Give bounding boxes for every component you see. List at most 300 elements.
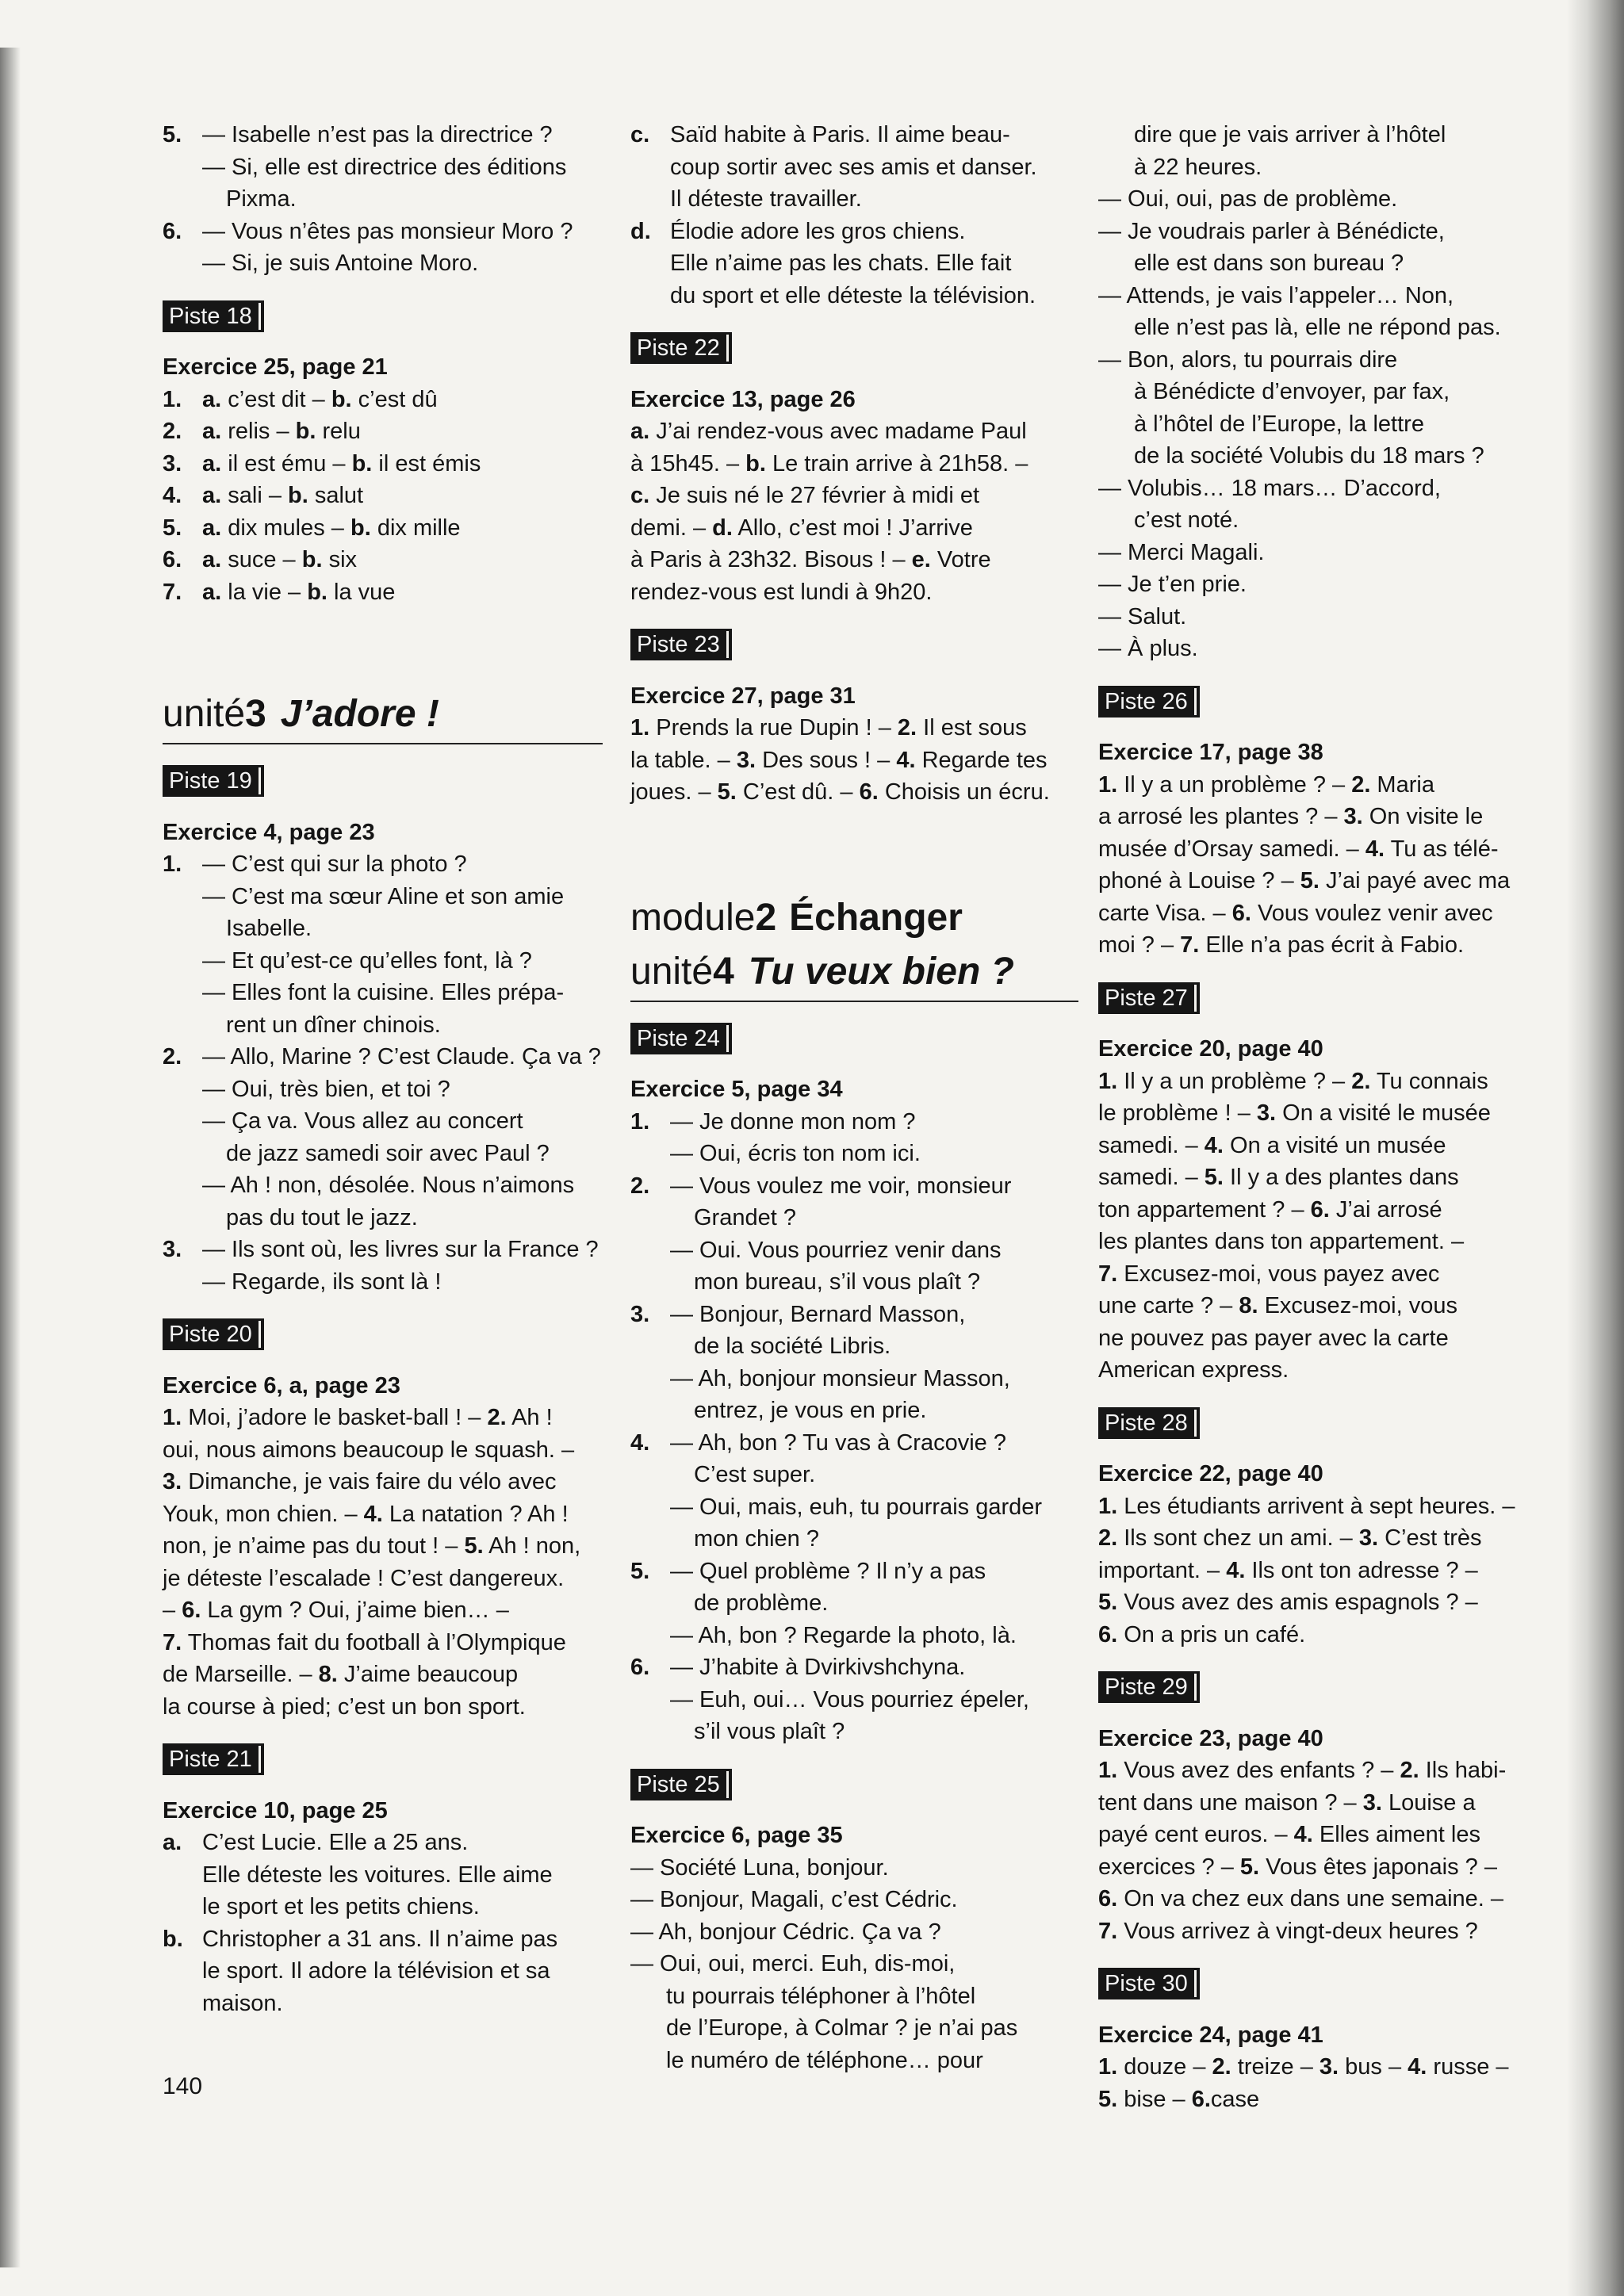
text-segment: Maria: [1370, 771, 1434, 798]
text-segment: non, je n’aime pas du tout ! –: [163, 1533, 465, 1559]
option-b-text: salut: [308, 483, 364, 508]
text-segment: demi. –: [630, 515, 713, 541]
text-segment: Tu as télé-: [1385, 836, 1499, 862]
exercise-27-title: Exercice 27, page 31: [630, 683, 856, 709]
text-segment: Il y a des plantes dans: [1223, 1165, 1459, 1190]
dialog-text: — Si, elle est directrice des éditions: [202, 154, 567, 180]
dialog-text: à Bénédicte d’envoyer, par fax,: [1134, 379, 1450, 404]
item-number: 3.: [163, 1469, 182, 1494]
text-segment: du sport et elle déteste la télévision.: [670, 282, 1036, 308]
dialog-text: entrez, je vous en prie.: [694, 1398, 927, 1423]
list-item: [163, 415, 603, 448]
piste-18-badge: Piste 18: [163, 300, 264, 332]
text-segment: –: [163, 1598, 182, 1623]
item-number: 3.: [736, 747, 756, 773]
item-letter: c.: [630, 122, 650, 147]
item-number: 2.: [1098, 1525, 1118, 1551]
text-line: [163, 1530, 603, 1563]
exercise-17-text: [1098, 769, 1554, 962]
text-segment: La gym ? Oui, j’aime bien… –: [201, 1598, 509, 1623]
dialog-line: [1098, 280, 1554, 312]
option-a-marker: a.: [202, 483, 222, 508]
dialog-text: — Attends, je vais l’appeler… Non,: [1098, 282, 1454, 308]
option-b-marker: b.: [331, 386, 352, 412]
text-segment: le sport. Il adore la télévision et sa: [202, 1958, 550, 1984]
dialog-line: [163, 1041, 603, 1073]
list-item: [163, 384, 603, 416]
exercise-13-text: [630, 415, 1078, 608]
option-a-marker: a.: [202, 515, 222, 541]
dialog-line: [163, 119, 603, 151]
dialog-line: [630, 1587, 1078, 1620]
list-item: [163, 480, 603, 512]
unite-title: Tu veux bien ?: [748, 950, 1014, 993]
text-segment: de Marseille. –: [163, 1662, 319, 1687]
item-number: 1.: [1098, 2054, 1118, 2080]
text-segment: à Paris à 23h32. Bisous ! –: [630, 547, 912, 572]
dialog-line: [630, 1980, 1078, 2013]
text-segment: Il déteste travailler.: [670, 186, 862, 212]
option-a-marker: a.: [202, 450, 222, 476]
dialog-line: [163, 1009, 603, 1042]
text-line: [163, 1498, 603, 1531]
dialog-text: — C’est qui sur la photo ?: [202, 851, 467, 877]
exercise-10-continued: [630, 119, 1078, 312]
text-line: [630, 415, 1078, 448]
item-number: 6.: [630, 1655, 650, 1680]
item-number: 1.: [630, 715, 650, 740]
text-segment: Ils ont ton adresse ? –: [1245, 1557, 1478, 1583]
dialog-line: [1098, 151, 1554, 184]
item-number: 5.: [1300, 868, 1320, 894]
option-a-text: la vie –: [221, 579, 308, 605]
item-number: 3.: [1343, 804, 1363, 829]
dialog-line: [630, 1684, 1078, 1716]
text-line: [630, 776, 1078, 809]
text-line: [630, 712, 1078, 744]
dialog-line: [1098, 312, 1554, 344]
piste-29-badge: Piste 29: [1098, 1671, 1200, 1703]
dialog-text: — Merci Magali.: [1098, 539, 1265, 565]
text-segment: On a visité le musée: [1276, 1100, 1491, 1126]
text-segment: moi ? –: [1098, 932, 1181, 958]
text-segment: Vous voulez venir avec: [1251, 900, 1493, 926]
item-number: 1.: [163, 1405, 182, 1430]
text-segment: J’ai rendez-vous avec madame Paul: [649, 419, 1027, 444]
exercise-25-title: Exercice 25, page 21: [163, 354, 388, 380]
item-number: 3.: [1319, 2054, 1339, 2080]
text-segment: important. –: [1098, 1557, 1227, 1583]
item-number: 6.: [1231, 900, 1251, 926]
exercise-5-dialog: [630, 1106, 1078, 1748]
text-segment: coup sortir avec ses amis et danser.: [670, 154, 1037, 180]
dialog-text: — À plus.: [1098, 636, 1198, 661]
text-line: [163, 1955, 603, 1988]
item-number: 4.: [363, 1501, 383, 1527]
text-segment: tent dans une maison ? –: [1098, 1789, 1363, 1816]
dialog-line: [163, 1266, 603, 1299]
text-line: [163, 1659, 603, 1691]
text-segment: Moi, j’adore le basket-ball ! –: [182, 1405, 488, 1430]
option-a-text: suce –: [221, 547, 302, 572]
item-number: 7.: [1180, 932, 1200, 958]
text-segment: carte Visa. –: [1098, 900, 1232, 926]
dialog-line: [630, 1651, 1078, 1684]
dialog-text: elle est dans son bureau ?: [1134, 251, 1404, 276]
item-number: 1.: [1098, 771, 1118, 798]
text-line: [1098, 1226, 1554, 1258]
item-number: 7.: [1098, 1261, 1118, 1287]
dialog-line: [1098, 408, 1554, 441]
dialog-line: [630, 1202, 1078, 1234]
text-segment: Elles aiment les: [1312, 1822, 1480, 1847]
dialog-line: [630, 1330, 1078, 1363]
option-a-text: dix mules –: [221, 515, 350, 541]
text-line: [163, 1988, 603, 2020]
unite-label: unité: [163, 693, 246, 735]
dialog-text: — Bon, alors, tu pourrais dire: [1098, 346, 1398, 373]
dialog-line: [163, 247, 603, 280]
text-segment: Elle déteste les voitures. Elle aime: [202, 1862, 553, 1888]
option-a-marker: a.: [202, 386, 222, 412]
item-number: 5.: [1098, 2086, 1118, 2112]
item-letter: d.: [630, 218, 651, 244]
text-segment: bus –: [1339, 2054, 1408, 2080]
text-segment: maison.: [202, 1990, 283, 2016]
text-line: [1098, 2084, 1554, 2116]
text-segment: Thomas fait du football à l’Olympique: [182, 1629, 566, 1655]
item-number: 5.: [717, 779, 737, 805]
dialog-line: [630, 1363, 1078, 1395]
item-number: 3.: [1358, 1525, 1379, 1551]
text-segment: American express.: [1098, 1357, 1289, 1383]
item-number: 2.: [1400, 1758, 1419, 1783]
text-line: [1098, 1555, 1554, 1587]
item-number: b.: [745, 450, 766, 476]
item-letter: b.: [163, 1926, 183, 1952]
piste-26-badge: Piste 26: [1098, 686, 1200, 718]
text-segment: Votre: [930, 547, 991, 572]
text-segment: je déteste l’escalade ! C’est dangereux.: [163, 1565, 565, 1591]
text-segment: à 15h45. –: [630, 450, 746, 476]
dialog-text: — Oui, oui, merci. Euh, dis-moi,: [630, 1951, 956, 1976]
text-segment: rendez-vous est lundi à 9h20.: [630, 579, 933, 605]
text-segment: Je suis né le 27 février à midi et: [649, 483, 980, 508]
dialog-continued: [1098, 119, 1554, 665]
text-segment: La natation ? Ah !: [382, 1501, 569, 1527]
exercise-24-text: [1098, 2051, 1554, 2115]
text-line: [630, 744, 1078, 777]
text-segment: Allo, c’est moi ! J’arrive: [732, 515, 973, 541]
dialog-line: [163, 1169, 603, 1202]
text-segment: Louise a: [1381, 1789, 1476, 1816]
dialog-line: [630, 2012, 1078, 2045]
text-segment: douze –: [1117, 2054, 1212, 2080]
text-line: [163, 1402, 603, 1434]
option-b-text: dix mille: [370, 515, 461, 541]
dialog-line: [1098, 473, 1554, 505]
text-line: [1098, 1258, 1554, 1291]
text-segment: C’est très: [1378, 1525, 1482, 1551]
dialog-text: — Ah, bon ? Tu vas à Cracovie ?: [670, 1429, 1006, 1456]
dialog-line: [630, 1170, 1078, 1203]
dialog-text: — Oui. Vous pourriez venir dans: [670, 1237, 1002, 1263]
exercise-6a-text: [163, 1402, 603, 1723]
item-number: 6.: [163, 218, 182, 244]
piste-28-badge: Piste 28: [1098, 1407, 1200, 1439]
item-number: 4.: [1408, 2054, 1427, 2080]
text-segment: Regarde tes: [915, 747, 1048, 773]
text-segment: Élodie adore les gros chiens.: [670, 218, 966, 244]
text-segment: musée d’Orsay samedi. –: [1098, 836, 1365, 862]
dialog-text: — Je donne mon nom ?: [670, 1108, 916, 1135]
piste-19-badge: Piste 19: [163, 765, 264, 797]
text-segment: Elle n’aime pas les chats. Elle fait: [670, 251, 1012, 276]
item-number: 4.: [896, 747, 916, 773]
dialog-text: — Bonjour, Bernard Masson,: [670, 1301, 966, 1327]
dialog-text: tu pourrais téléphoner à l’hôtel: [666, 1983, 976, 2009]
dialog-text: Pixma.: [226, 186, 297, 212]
column-1: [163, 119, 603, 2019]
exercise-4-title: Exercice 4, page 23: [163, 819, 375, 845]
dialog-text: — Si, je suis Antoine Moro.: [202, 251, 479, 276]
dialog-line: [630, 1916, 1078, 1949]
text-segment: Excusez-moi, vous: [1258, 1293, 1457, 1318]
dialog-line: [163, 1138, 603, 1170]
dialog-line: [630, 1234, 1078, 1267]
dialog-text: — Euh, oui… Vous pourriez épeler,: [670, 1686, 1029, 1712]
dialog-line: [630, 1716, 1078, 1748]
dialog-text: — Quel problème ? Il n’y a pas: [670, 1558, 986, 1584]
dialog-text: — Je voudrais parler à Bénédicte,: [1098, 218, 1445, 244]
exercise-22-title: Exercice 22, page 40: [1098, 1461, 1323, 1487]
text-line: [163, 1827, 603, 1859]
option-b-marker: b.: [288, 483, 308, 508]
text-segment: Elle n’a pas écrit à Fabio.: [1199, 932, 1465, 958]
item-number: 1.: [163, 851, 182, 877]
text-segment: Il y a un problème ? –: [1117, 1068, 1352, 1094]
item-number: e.: [911, 547, 931, 572]
text-segment: les plantes dans ton appartement. –: [1098, 1229, 1465, 1254]
option-a-text: il est ému –: [221, 450, 352, 476]
text-line: [1098, 865, 1554, 897]
text-line: [1098, 1194, 1554, 1226]
dialog-text: — Ah, bon ? Regarde la photo, là.: [670, 1622, 1017, 1648]
piste-23-badge: Piste 23: [630, 629, 732, 660]
dialog-text: — Salut.: [1098, 603, 1187, 629]
piste-24-badge: Piste 24: [630, 1023, 732, 1054]
module-number: 2: [755, 896, 777, 939]
item-number: 7.: [1098, 1918, 1118, 1944]
dialog-line: [163, 216, 603, 248]
option-a-marker: a.: [202, 579, 222, 605]
text-segment: Il est sous: [917, 715, 1027, 740]
piste-27-badge: Piste 27: [1098, 982, 1200, 1014]
dialog-text: C’est super.: [694, 1462, 816, 1487]
text-line: [163, 1434, 603, 1467]
item-number: 5.: [630, 1558, 650, 1584]
exercise-continued: [163, 119, 603, 280]
option-b-marker: b.: [350, 515, 371, 541]
text-line: [630, 151, 1078, 184]
text-segment: C’est Lucie. Elle a 25 ans.: [202, 1830, 469, 1855]
text-line: [163, 1627, 603, 1659]
dialog-line: [630, 2045, 1078, 2077]
option-a-marker: a.: [202, 547, 222, 572]
text-line: [630, 216, 1078, 248]
item-number: 6.: [182, 1598, 201, 1623]
item-number: 1.: [1098, 1493, 1118, 1519]
text-segment: Vous arrivez à vingt-deux heures ?: [1117, 1918, 1478, 1944]
piste-25-badge: Piste 25: [630, 1769, 732, 1800]
scan-edge-right: [1567, 0, 1624, 2296]
text-segment: le sport et les petits chiens.: [202, 1894, 480, 1919]
text-line: [1098, 1883, 1554, 1915]
item-number: 6.: [859, 779, 879, 805]
dialog-text: de la société Volubis du 18 mars ?: [1134, 443, 1484, 469]
dialog-text: — Ah, bonjour monsieur Masson,: [670, 1365, 1010, 1391]
exercise-20-title: Exercice 20, page 40: [1098, 1036, 1323, 1062]
item-number: 5.: [464, 1533, 484, 1559]
text-line: [163, 1859, 603, 1892]
item-number: c.: [630, 483, 650, 508]
dialog-line: [630, 1427, 1078, 1460]
text-line: [1098, 1290, 1554, 1322]
text-segment: samedi. –: [1098, 1132, 1205, 1158]
piste-21-badge: Piste 21: [163, 1743, 264, 1775]
unite-4-heading: [630, 948, 1078, 1002]
item-number: 2.: [630, 1173, 650, 1199]
list-item: [163, 576, 603, 609]
dialog-line: [630, 1395, 1078, 1427]
text-segment: treize –: [1231, 2054, 1320, 2080]
dialog-line: [630, 1491, 1078, 1524]
text-line: [1098, 1586, 1554, 1619]
dialog-text: de l’Europe, à Colmar ? je n’ai pas: [666, 2015, 1018, 2041]
dialog-text: — Bonjour, Magali, c’est Cédric.: [630, 1887, 958, 1912]
item-number: 4.: [1226, 1557, 1246, 1583]
text-line: [630, 247, 1078, 280]
dialog-line: [163, 945, 603, 978]
dialog-text: le numéro de téléphone… pour: [666, 2047, 983, 2073]
dialog-line: [630, 1948, 1078, 1980]
text-segment: phoné à Louise ? –: [1098, 868, 1300, 894]
dialog-text: mon bureau, s’il vous plaît ?: [694, 1269, 981, 1295]
text-segment: Vous avez des amis espagnols ? –: [1117, 1590, 1478, 1615]
dialog-line: [163, 151, 603, 184]
dialog-text: rent un dîner chinois.: [226, 1012, 441, 1038]
item-number: 2.: [1212, 2054, 1231, 2080]
text-segment: Des sous ! –: [756, 747, 897, 773]
exercise-24-title: Exercice 24, page 41: [1098, 2022, 1323, 2048]
dialog-text: elle n’est pas là, elle ne répond pas.: [1134, 315, 1501, 340]
dialog-line: [630, 1620, 1078, 1652]
text-line: [1098, 1851, 1554, 1884]
text-segment: samedi. –: [1098, 1165, 1205, 1190]
text-line: [630, 576, 1078, 609]
text-line: [630, 512, 1078, 545]
item-number: 8.: [1239, 1293, 1258, 1318]
option-b-marker: b.: [301, 547, 323, 572]
dialog-text: de la société Libris.: [694, 1334, 891, 1359]
dialog-line: [163, 1073, 603, 1106]
text-line: [1098, 1619, 1554, 1651]
dialog-line: [1098, 601, 1554, 633]
text-line: [1098, 1130, 1554, 1162]
dialog-text: — Ils sont où, les livres sur la France ?: [202, 1237, 599, 1262]
piste-30-badge: Piste 30: [1098, 1968, 1200, 1999]
exercise-17-title: Exercice 17, page 38: [1098, 740, 1323, 765]
unite-number: 4: [713, 950, 734, 993]
option-b-text: il est émis: [372, 450, 481, 476]
exercise-23-text: [1098, 1755, 1554, 1947]
text-segment: On a pris un café.: [1117, 1621, 1306, 1647]
text-line: [630, 280, 1078, 312]
text-segment: joues. –: [630, 779, 718, 805]
text-segment: ne pouvez pas payer avec la carte: [1098, 1325, 1449, 1351]
item-number: 4.: [1365, 836, 1385, 862]
text-segment: Prends la rue Dupin ! –: [649, 715, 898, 740]
text-segment: Vous êtes japonais ? –: [1259, 1854, 1497, 1880]
text-segment: Vous avez des enfants ? –: [1117, 1758, 1400, 1783]
text-segment: la table. –: [630, 747, 737, 773]
dialog-line: [163, 881, 603, 913]
dialog-line: [1098, 216, 1554, 248]
item-number: 5.: [1098, 1590, 1118, 1615]
dialog-line: [1098, 440, 1554, 473]
text-segment: Les étudiants arrivent à sept heures. –: [1117, 1493, 1515, 1519]
option-b-marker: b.: [307, 579, 327, 605]
text-segment: ton appartement ? –: [1098, 1196, 1311, 1223]
text-segment: Il y a un problème ? –: [1117, 771, 1352, 798]
unite-3-heading: [163, 691, 603, 744]
item-number: 5.: [163, 122, 182, 147]
text-segment: russe –: [1427, 2054, 1509, 2080]
exercise-13-title: Exercice 13, page 26: [630, 386, 856, 412]
text-line: [163, 1563, 603, 1595]
text-segment: On va chez eux dans une semaine. –: [1117, 1886, 1504, 1911]
list-item: [163, 448, 603, 480]
text-segment: J’aime beaucoup: [337, 1662, 519, 1687]
dialog-line: [1098, 568, 1554, 601]
text-segment: oui, nous aimons beaucoup le squash. –: [163, 1437, 575, 1463]
dialog-text: — Ça va. Vous allez au concert: [202, 1108, 523, 1134]
item-number: 1.: [1098, 1068, 1118, 1094]
text-segment: On visite le: [1362, 804, 1484, 829]
dialog-text: à 22 heures.: [1134, 154, 1262, 180]
text-segment: case: [1210, 2086, 1260, 2112]
text-segment: Youk, mon chien. –: [163, 1501, 364, 1527]
dialog-line: [163, 1202, 603, 1234]
text-segment: Choisis un écru.: [878, 779, 1050, 805]
dialog-text: pas du tout le jazz.: [226, 1204, 418, 1230]
text-segment: exercices ? –: [1098, 1854, 1240, 1880]
text-segment: J’ai arrosé: [1329, 1196, 1442, 1223]
unite-label: unité: [630, 950, 714, 993]
dialog-line: [630, 1266, 1078, 1299]
dialog-line: [630, 1459, 1078, 1491]
list-item: [163, 512, 603, 545]
dialog-text: — Oui, écris ton nom ici.: [670, 1141, 921, 1166]
text-segment: Tu connais: [1370, 1068, 1488, 1094]
dialog-line: [630, 1884, 1078, 1916]
unite-number: 3: [245, 693, 266, 735]
option-a-marker: a.: [202, 419, 222, 444]
dialog-line: [1098, 504, 1554, 537]
dialog-text: — Oui, mais, euh, tu pourrais garder: [670, 1494, 1043, 1520]
dialog-text: — Oui, oui, pas de problème.: [1098, 186, 1398, 212]
item-number: 4.: [1204, 1132, 1224, 1158]
